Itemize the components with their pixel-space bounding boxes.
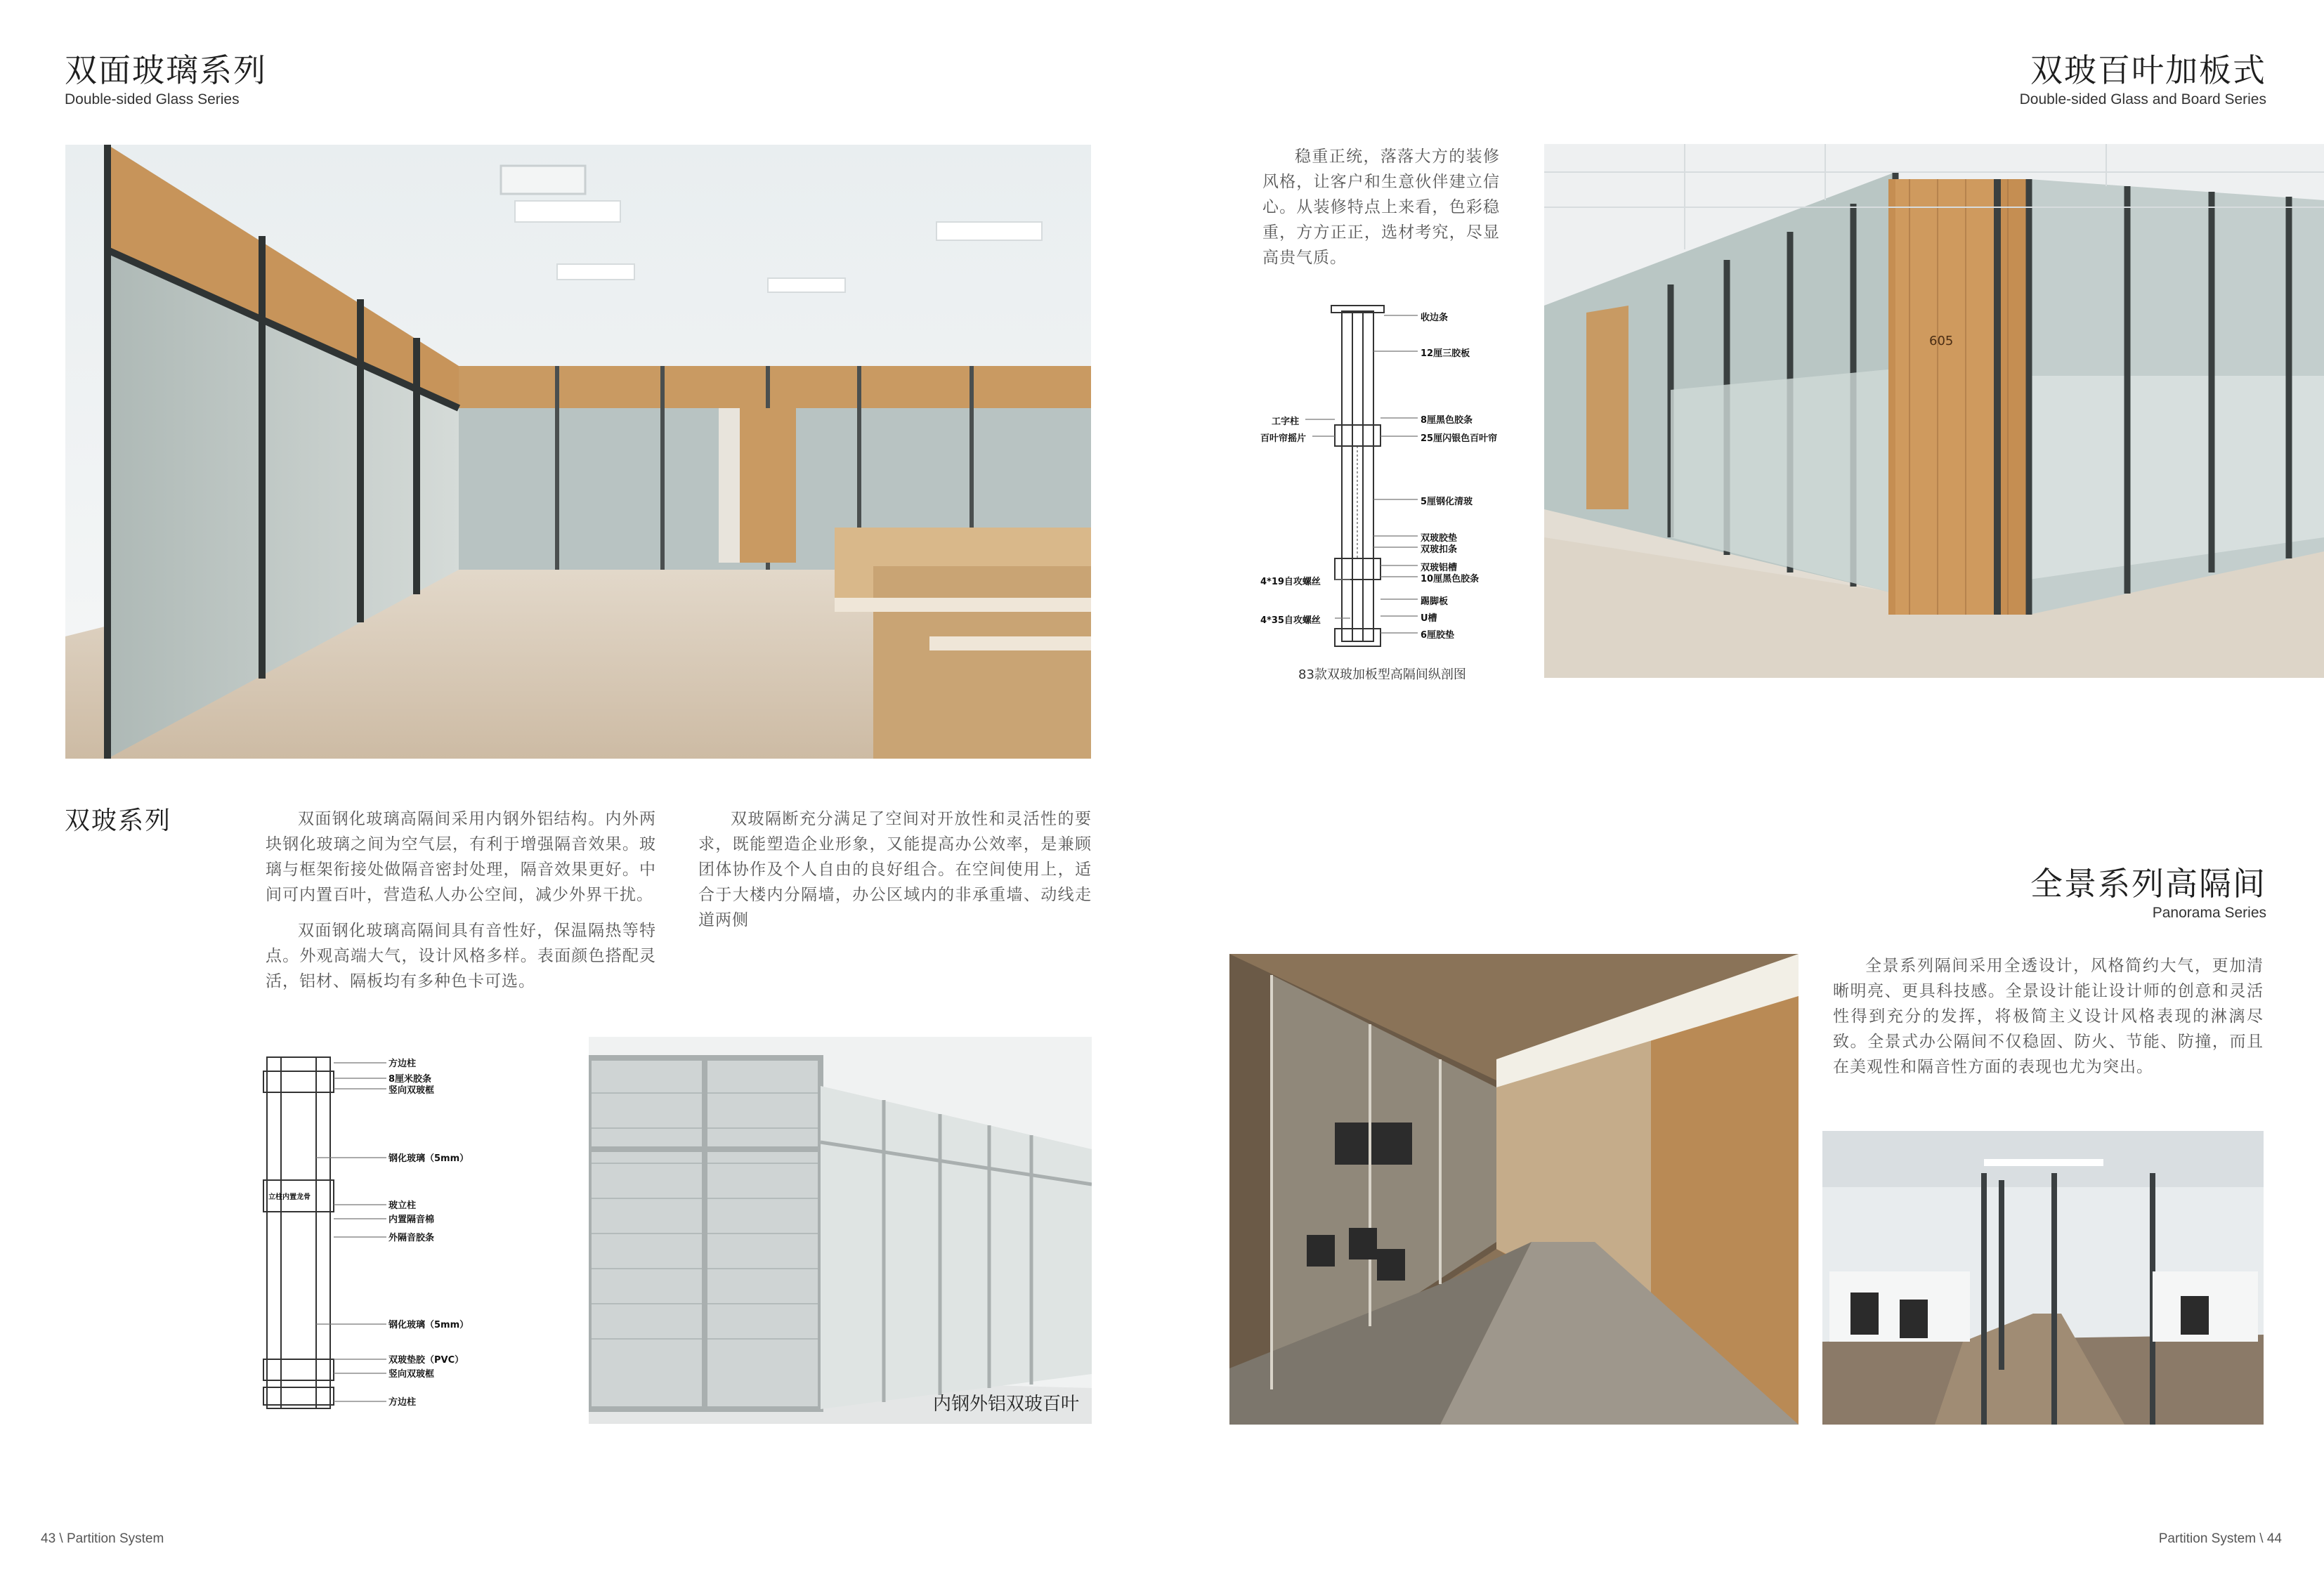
diagram-label: 双玻垫胶（PVC）: [389, 1355, 464, 1366]
diagram-label: 方边柱: [389, 1059, 417, 1069]
left-page-footer: 43 \ Partition System: [41, 1531, 164, 1546]
diagram-label: 钢化玻璃（5mm）: [389, 1320, 469, 1330]
right-page-title: 双玻百叶加板式: [2030, 51, 2266, 89]
paragraph-application: 双玻隔断充分满足了空间对开放性和灵活性的要求，既能塑造企业形象，又能提高办公效率，是兼顾团体协作及个人自由的良好组合。在空间使用上，适合于大楼内分隔墙，办公区域内的非承重墙、动线走道两侧: [698, 810, 1092, 929]
diagram-label: 方边柱: [389, 1397, 417, 1408]
diagram-label: 10厘黑色胶条: [1421, 574, 1480, 584]
paragraph-features: 双面钢化玻璃高隔间具有音性好，保温隔热等特点。外观高端大气，设计风格多样。表面颜色搭配灵活，铝材、隔板均有多种色卡可选。: [266, 922, 656, 990]
diagram-label: 双玻铝槽: [1421, 563, 1458, 573]
office-glass-partition-photo: [65, 145, 1091, 759]
diagram-label: 竖向双玻框: [389, 1369, 435, 1380]
diagram-label: 12厘三胶板: [1421, 348, 1470, 359]
left-page-subtitle: Double-sided Glass Series: [65, 91, 240, 107]
board-section-diagram: [1258, 299, 1525, 692]
diagram-side-label: 立柱内置龙骨: [268, 1193, 311, 1201]
panorama-title: 全景系列高隔间: [2030, 865, 2266, 903]
diagram-label: 4*35自攻螺丝: [1260, 615, 1321, 626]
diagram-label: 踢脚板: [1421, 596, 1449, 607]
diagram-label: 竖向双玻框: [389, 1085, 435, 1096]
panorama-office-photo: [1822, 1131, 2264, 1425]
diagram-label: 外隔音胶条: [389, 1233, 435, 1243]
right-page-subtitle: Double-sided Glass and Board Series: [2019, 91, 2266, 107]
diagram-label: 工字柱: [1272, 417, 1300, 427]
diagram-label: 8厘黑色胶条: [1421, 415, 1473, 426]
diagram-label: 百叶帘摇片: [1260, 433, 1307, 444]
diagram-label: U槽: [1421, 613, 1437, 624]
photo-caption: 内钢外铝双玻百叶: [932, 1394, 1079, 1415]
diagram-label: 双玻扣条: [1421, 544, 1458, 555]
diagram-caption: 83款双玻加板型高隔间纵剖图: [1298, 667, 1466, 682]
double-glass-section-diagram: [260, 1050, 492, 1415]
diagram-label: 钢化玻璃（5mm）: [389, 1153, 469, 1164]
wood-board-partition-photo: [1544, 144, 2324, 678]
section-heading: 双玻系列: [65, 806, 172, 835]
diagram-label: 玻立柱: [389, 1200, 417, 1211]
board-series-intro: 稳重正统，落落大方的装修风格，让客户和生意伙伴建立信心。从装修特点上来看，色彩稳重，方方正正，选材考究，尽显高贵气质。: [1262, 148, 1500, 267]
left-page-title: 双面玻璃系列: [65, 51, 267, 89]
door-number: 605: [1929, 334, 1954, 348]
diagram-label: 4*19自攻螺丝: [1260, 577, 1321, 587]
panorama-description: 全景系列隔间采用全透设计，风格简约大气，更加清晰明亮、更具科技感。全景设计能让设计师的创意和灵活性得到充分的发挥，将极简主义设计风格表现的淋漓尽致。全景式办公隔间不仅稳固、防火、节能、防撞，而且在美观性和隔音性方面的表现也尤为突出。: [1833, 957, 2264, 1076]
diagram-label: 6厘胶垫: [1421, 630, 1455, 641]
diagram-label: 双玻胶垫: [1421, 533, 1458, 544]
diagram-label: 8厘米胶条: [389, 1074, 432, 1085]
panorama-subtitle: Panorama Series: [2152, 905, 2266, 921]
diagram-label: 收边条: [1421, 313, 1449, 323]
double-glass-blinds-photo: [589, 1037, 1092, 1424]
panorama-corridor-photo: [1229, 954, 1799, 1425]
diagram-label: 内置隔音棉: [389, 1215, 435, 1225]
paragraph-structure: 双面钢化玻璃高隔间采用内钢外铝结构。内外两块钢化玻璃之间为空气层，有利于增强隔音效果。玻璃与框架衔接处做隔音密封处理，隔音效果更好。中间可内置百叶，营造私人办公空间，减少外界干扰。: [266, 810, 656, 904]
diagram-label: 25厘闪银色百叶帘: [1421, 433, 1498, 444]
diagram-label: 5厘钢化清玻: [1421, 497, 1473, 507]
right-page-footer: Partition System \ 44: [2158, 1531, 2282, 1546]
